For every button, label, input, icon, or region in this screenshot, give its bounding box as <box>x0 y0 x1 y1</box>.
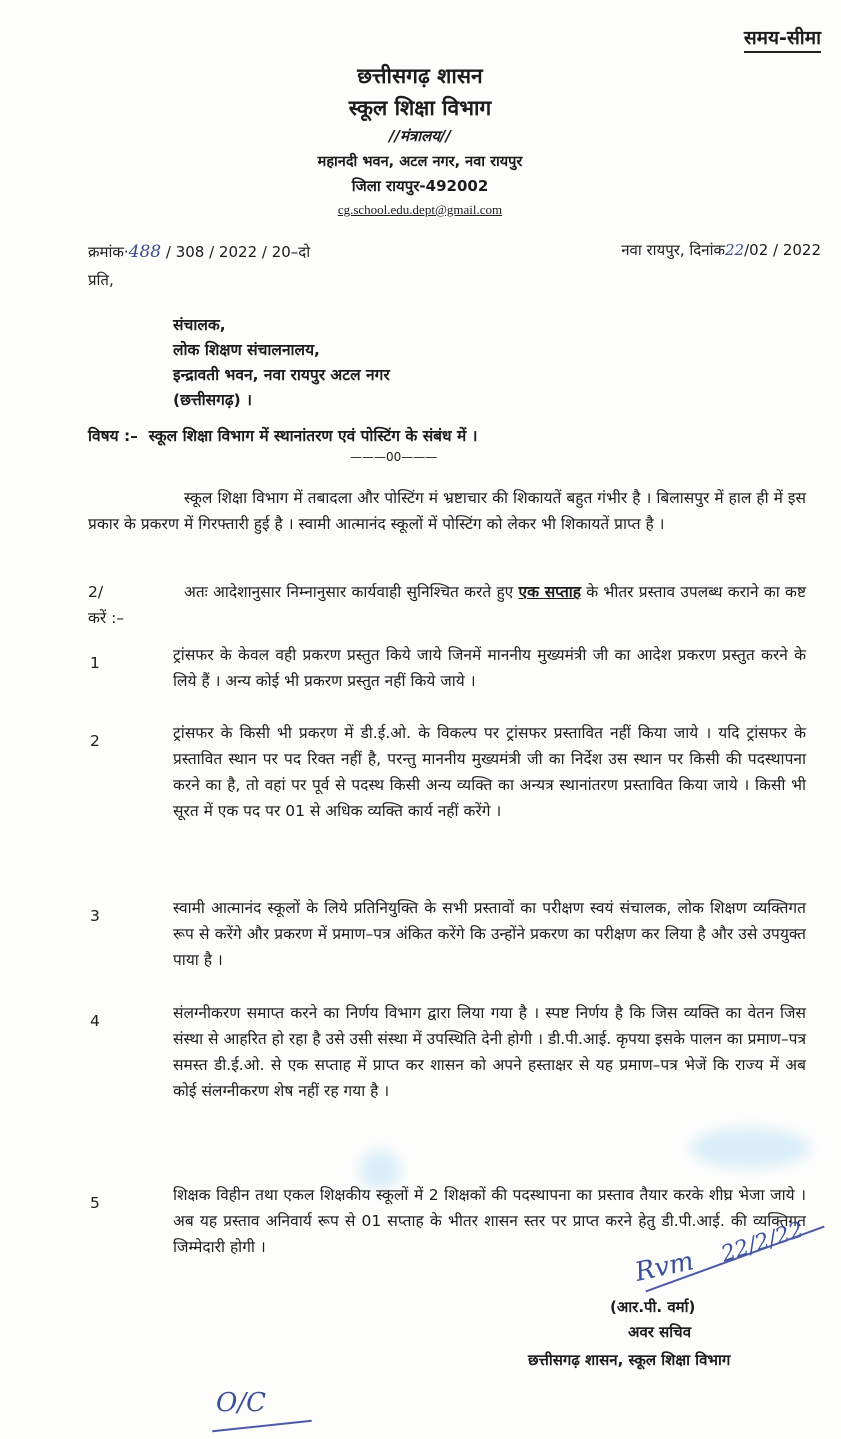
directive-emphasis: एक सप्ताह <box>518 583 582 601</box>
ministry-label: //मंत्रालय// <box>389 127 451 145</box>
recipient-line: (छत्तीसगढ़) । <box>173 391 252 409</box>
email-link[interactable]: cg.school.edu.dept@gmail.com <box>337 202 503 217</box>
department-name: स्कूल शिक्षा विभाग <box>348 96 492 120</box>
item-number: 5 <box>90 1194 100 1212</box>
paragraph-intro: स्कूल शिक्षा विभाग में तबादला और पोस्टिंग मं भ्रष्टाचार की शिकायतें बहुत गंभीर है । बिलासपुर में हाल ही में इस प्रकार के प्रकरण में गिरफ्तारी हुई है । स्वामी आत्मानंद स्कूलों में पोस्टिंग को लेकर भी शिकायतें प्राप्त है । <box>88 489 806 533</box>
item-text: संलग्नीकरण समाप्त करने का निर्णय विभाग द्वारा लिया गया है । स्पष्ट निर्णय है कि जिस व्यक्ति का वेतन जिस संस्था से आहरित हो रहा है उसे उसी संस्था में उपस्थिति देनी होगी । डी.पी.आई. कृपया इसके पालन का प्रमाण–पत्र समस्त डी.ई.ओ. से एक सप्ताह में प्राप्त कर शासन को अपने हस्ताक्षर से यह प्रमाण–पत्र भेजें कि राज्य में अब कोई संलग्नीकरण शेष नहीं रह गया है । <box>173 1004 806 1100</box>
directive-text-after: के भीतर प्रस्ताव उपलब्ध कराने का कष्ट करें :– <box>88 583 806 627</box>
signatory-department: छत्तीसगढ़ शासन, स्कूल शिक्षा विभाग <box>528 1351 731 1369</box>
item-text: ट्रांसफर के किसी भी प्रकरण में डी.ई.ओ. के विकल्प पर ट्रांसफर प्रस्तावित नहीं किया जाये । यदि ट्रांसफर के प्रस्तावित स्थान पर पद रिक्त नहीं है, परन्तु माननीय मुख्यमंत्री जी का निर्देश उस स्थान पर किसी की पदस्थापना करने का है, तो वहां पर पूर्व से पदस्थ किसी अन्य व्यक्ति का अन्यत्र स्थानांतरण प्रस्तावित किया जाये । किसी भी सूरत में एक पद पर 01 से अधिक व्यक्ति कार्य नहीं करेंगे । <box>173 724 806 820</box>
list-item <box>88 1000 806 1104</box>
oc-underline <box>212 1420 312 1432</box>
email-address <box>40 202 800 218</box>
paragraph-number: 2/ <box>88 583 104 601</box>
reference-prefix: क्रमांक· <box>88 243 129 261</box>
item-text: ट्रांसफर के केवल वही प्रकरण प्रस्तुत किये जाये जिनमें माननीय मुख्यमंत्री जी का आदेश प्रकरण प्रस्तुत करने के लिये हैं । अन्य कोई भी प्रकरण प्रस्तुत नहीं किये जाये । <box>173 646 806 690</box>
place-date-label: नवा रायपुर, दिनांक <box>621 241 725 259</box>
signatory-name: (आर.पी. वर्मा) <box>610 1298 696 1316</box>
recipient-line: लोक शिक्षण संचालनालय, <box>173 341 320 359</box>
redaction-blot <box>690 1128 810 1168</box>
government-name: छत्तीसगढ़ शासन <box>357 64 483 88</box>
reference-number <box>88 242 310 262</box>
subject-text: स्कूल शिक्षा विभाग में स्थानांतरण एवं पोस्टिंग के संबंध में । <box>148 427 478 445</box>
to-label: प्रति, <box>88 271 114 289</box>
item-number: 2 <box>90 732 100 750</box>
list-item <box>88 720 806 824</box>
list-item <box>88 642 806 694</box>
handwritten-oc-note: O/C <box>216 1388 266 1418</box>
item-number: 4 <box>90 1012 100 1030</box>
recipient-address <box>173 313 390 413</box>
recipient-line: संचालक, <box>173 316 226 334</box>
deadline-tag: समय-सीमा <box>744 26 821 53</box>
handwritten-sign-date: 22/2/22 <box>718 1217 807 1268</box>
item-number: 1 <box>90 654 100 672</box>
address-line-2: जिला रायपुर-492002 <box>351 177 489 195</box>
address-line-1: महानदी भवन, अटल नगर, नवा रायपुर <box>317 154 523 170</box>
list-item <box>88 1182 806 1260</box>
directive-text-before: अतः आदेशानुसार निम्नानुसार कार्यवाही सुनिश्चित करते हुए <box>184 583 519 601</box>
subject-line <box>88 424 478 446</box>
subject-label: विषय :– <box>88 427 138 445</box>
recipient-line: इन्द्रावती भवन, नवा रायपुर अटल नगर <box>173 366 390 384</box>
handwritten-day: 22 <box>725 241 745 259</box>
item-number: 3 <box>90 907 100 925</box>
paragraph-directive <box>88 579 806 631</box>
date-rest: /02 / 2022 <box>744 241 821 259</box>
handwritten-reference: 488 <box>128 242 162 262</box>
place-date <box>621 240 821 260</box>
separator: ———00——— <box>350 450 438 464</box>
item-text: शिक्षक विहीन तथा एकल शिक्षकीय स्कूलों में 2 शिक्षकों की पदस्थापना का प्रस्ताव तैयार करके शीघ्र भेजा जाये । अब यह प्रस्ताव अनिवार्य रूप से 01 सप्ताह के भीतर शासन स्तर पर प्राप्त करने हेतु डी.पी.आई. की व्यक्तिगत जिम्मेदारी होगी । <box>173 1186 806 1256</box>
reference-suffix: / 308 / 2022 / 20–दो <box>161 243 311 261</box>
handwritten-signature: Rvm <box>632 1246 697 1288</box>
list-item <box>88 895 806 973</box>
signatory-designation: अवर सचिव <box>628 1323 692 1341</box>
item-text: स्वामी आत्मानंद स्कूलों के लिये प्रतिनियुक्ति के सभी प्रस्तावों का परीक्षण स्वयं संचालक, लोक शिक्षण व्यक्तिगत रूप से करेंगे और प्रकरण में प्रमाण–पत्र अंकित करेंगे कि उन्होंने प्रकरण का परीक्षण कर लिया है और उसे उपयुक्त पाया है । <box>173 899 806 969</box>
